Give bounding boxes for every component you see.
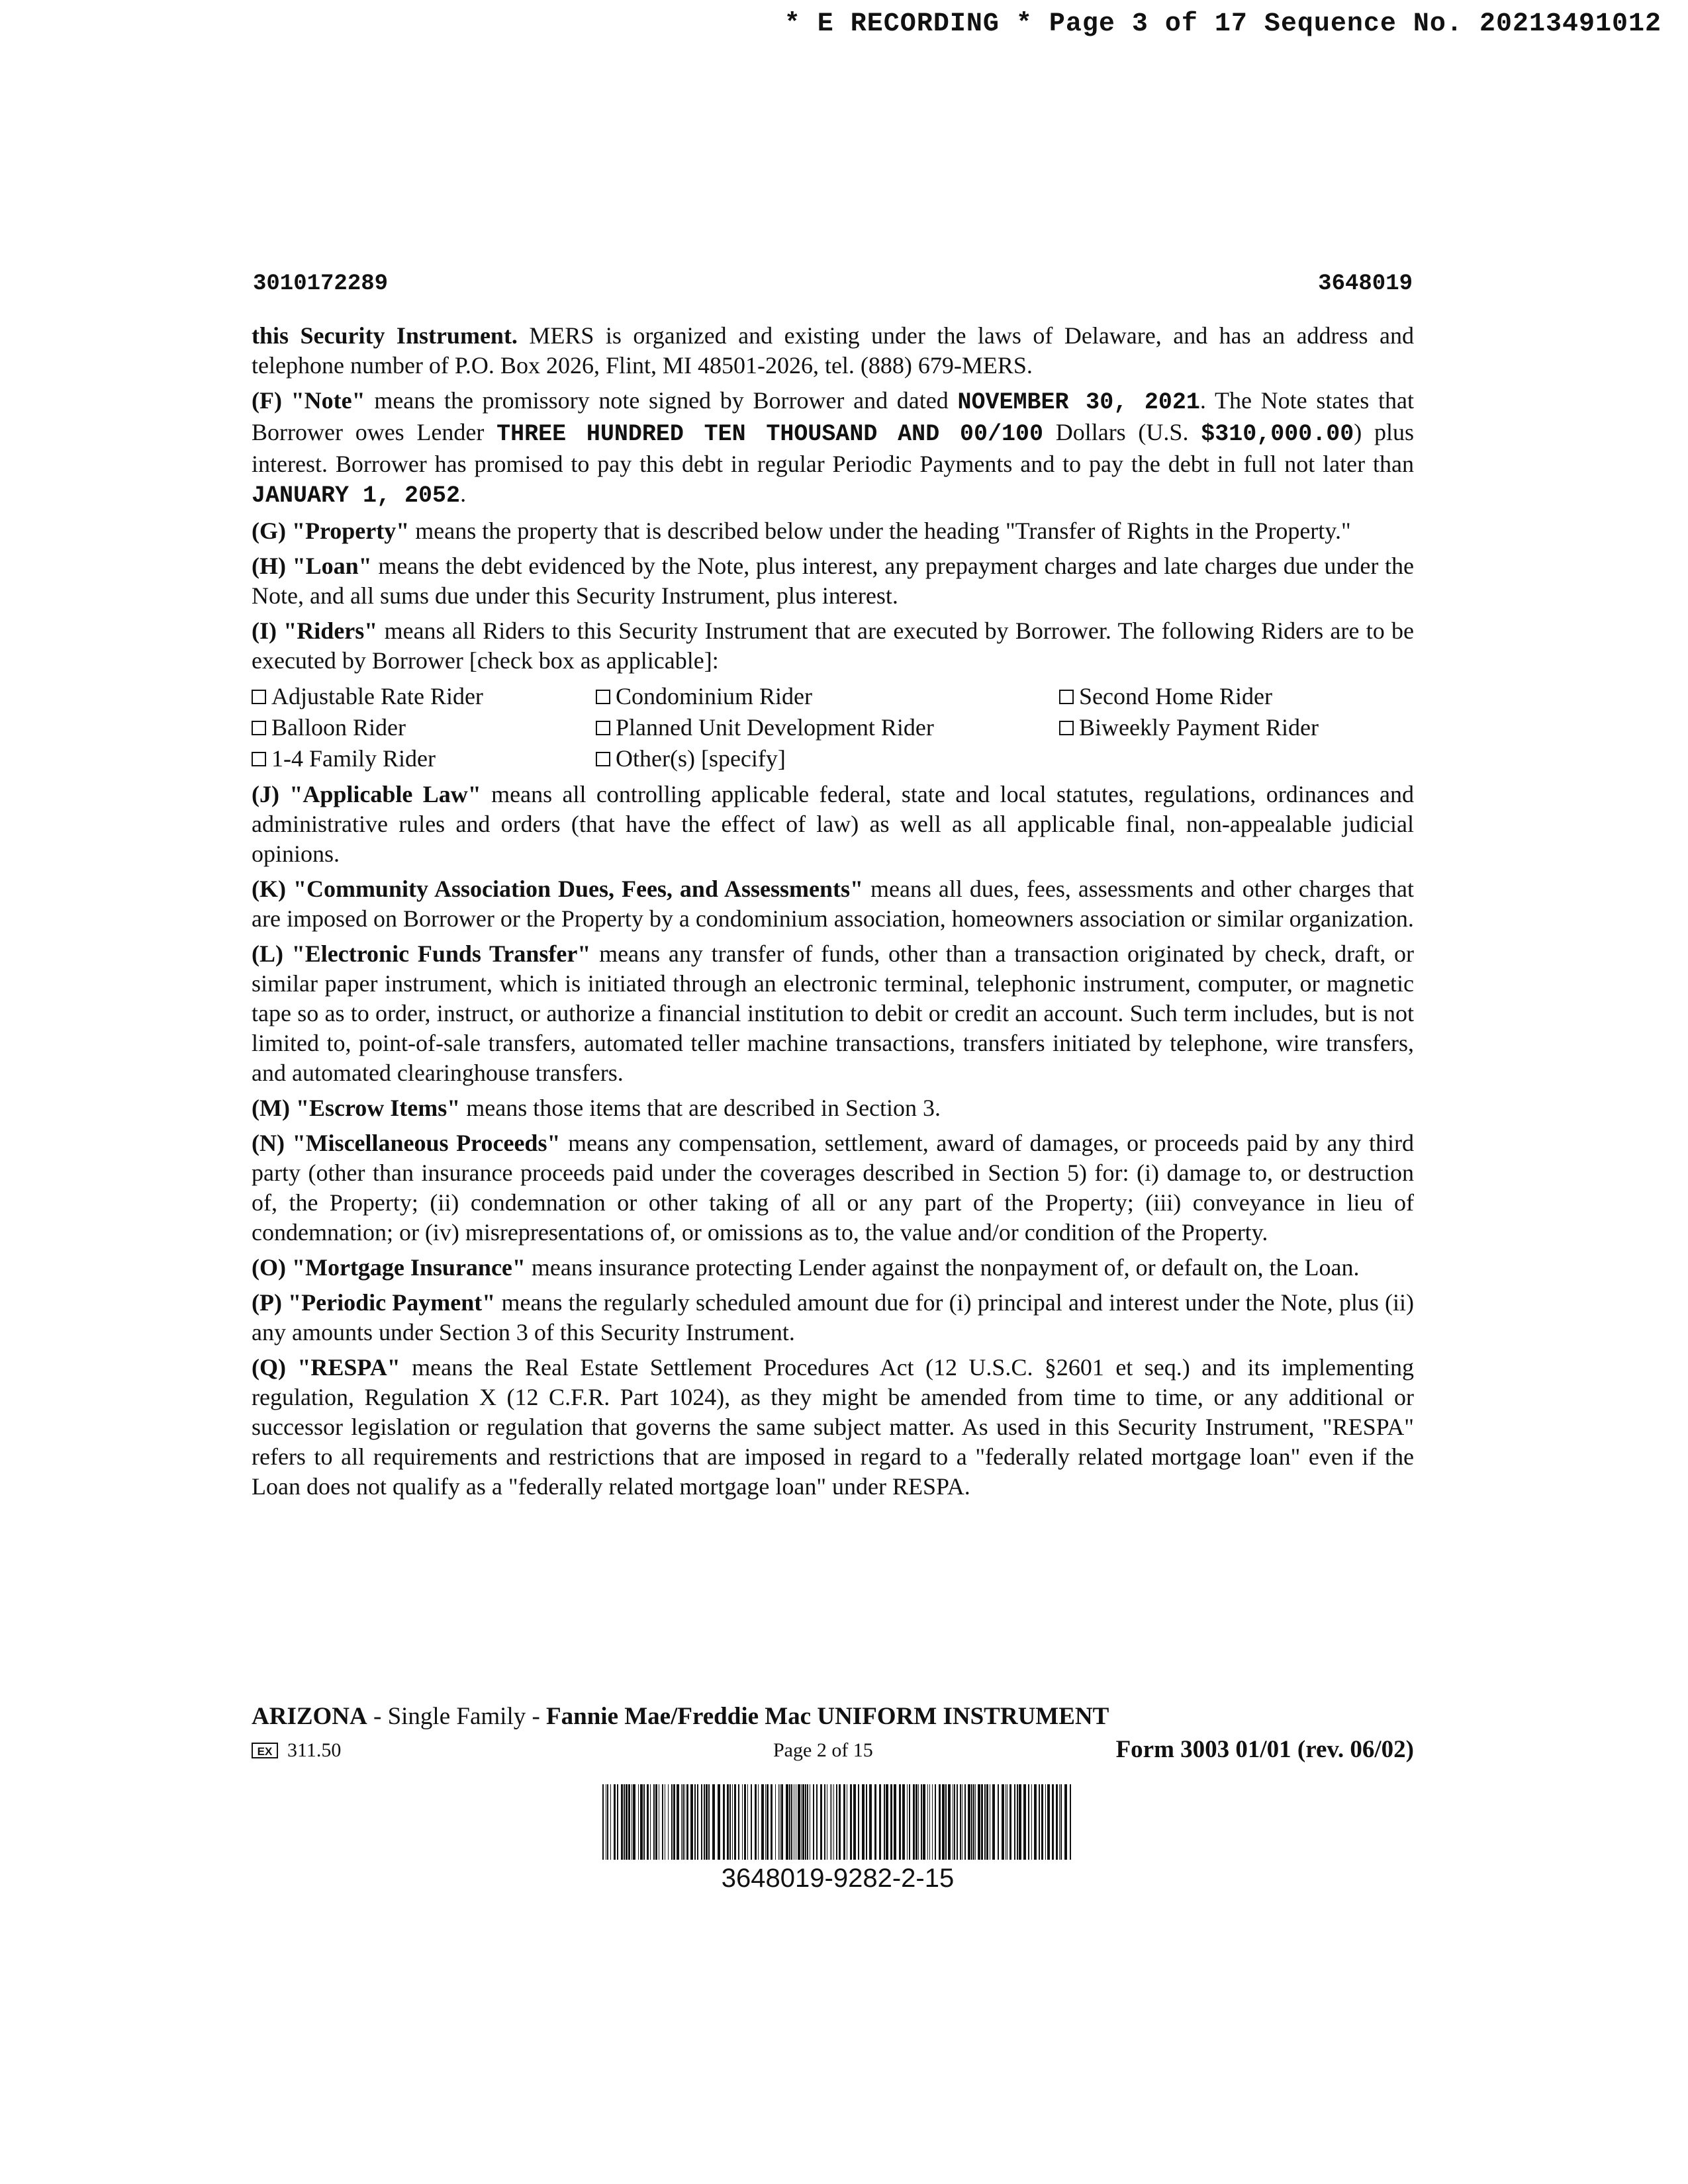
- mortgage-insurance-term: (O) "Mortgage Insurance": [252, 1254, 526, 1281]
- respa-text: means the Real Estate Settlement Procedures Act (12 U.S.C. §2601 et seq.) and its implementing regulation, Regulation X (12 C.F.R. Part 1024), as they might be amended from time to time, or any additional or successor legislation or regulation that governs the same subject matter. As used in this Security Instrument, "RESPA" refers to all requirements and restrictions that are imposed in regard to a "federally related mortgage loan" even if the Loan does not qualify as a "federally related mortgage loan" under RESPA.: [252, 1354, 1414, 1500]
- rider-label: Planned Unit Development Rider: [616, 714, 934, 741]
- note-date: NOVEMBER 30, 2021: [957, 389, 1200, 416]
- rider-second-home[interactable]: [1059, 681, 1414, 712]
- note-amount-words: THREE HUNDRED TEN THOUSAND AND 00/100: [496, 421, 1043, 447]
- checkbox-icon[interactable]: [596, 690, 610, 704]
- loan-term: (H) "Loan": [252, 553, 372, 579]
- eft-term: (L) "Electronic Funds Transfer": [252, 940, 591, 967]
- checkbox-icon[interactable]: [1059, 690, 1074, 704]
- footer-title: [252, 1702, 1417, 1731]
- escrow-term: (M) "Escrow Items": [252, 1095, 461, 1121]
- rider-label: Second Home Rider: [1079, 683, 1272, 709]
- ellie-mae-logo-icon: EX: [252, 1743, 278, 1758]
- document-body: [252, 321, 1414, 1507]
- note-maturity-date: JANUARY 1, 2052: [252, 482, 461, 509]
- note-amount: $310,000.00: [1201, 421, 1354, 447]
- mortgage-insurance-text: means insurance protecting Lender against the nonpayment of, or default on, the Loan.: [525, 1254, 1360, 1281]
- rider-1-4-family[interactable]: [252, 743, 596, 774]
- rider-label: 1-4 Family Rider: [271, 745, 436, 772]
- property-term: (G) "Property": [252, 518, 410, 544]
- file-number: 3648019: [1318, 271, 1413, 296]
- checkbox-icon[interactable]: [252, 752, 266, 766]
- eft-text: means any transfer of funds, other than a transaction originated by check, draft, or similar paper instrument, which is initiated through an electronic terminal, telephonic instrument, computer, or magnetic tape so as to order, instruct, or authorize a financial institution to debit or credit an account. Such term includes, but is not limited to, point-of-sale transfers, automated teller machine transactions, transfers initiated by telephone, wire transfers, and automated clearinghouse transfers.: [252, 940, 1414, 1086]
- riders-term: (I) "Riders": [252, 617, 378, 644]
- rider-label: Condominium Rider: [616, 683, 812, 709]
- note-text-3: Dollars (U.S.: [1043, 419, 1201, 445]
- escrow-text: means those items that are described in Section 3.: [460, 1095, 941, 1121]
- checkbox-icon[interactable]: [596, 752, 610, 766]
- applicable-law-text: means all controlling applicable federal, state and local statutes, regulations, ordinances and administrative rules and orders (that have the effect of law) as well as all applicable final, non-appealable judicial opinions.: [252, 781, 1415, 867]
- loan-number: 3010172289: [253, 271, 389, 296]
- footer-form-number: Form 3003 01/01 (rev. 06/02): [1115, 1736, 1414, 1763]
- note-text-5: .: [460, 480, 467, 507]
- barcode-number: 3648019-9282-2-15: [721, 1864, 955, 1893]
- community-dues-text: means all dues, fees, assessments and other charges that are imposed on Borrower or the Property by a condominium association, homeowners association or similar organization.: [252, 876, 1414, 932]
- footer-page-number: Page 2 of 15: [773, 1739, 873, 1761]
- eft-definition: [252, 939, 1414, 1088]
- mortgage-insurance-definition: [252, 1253, 1414, 1283]
- note-text-1: means the promissory note signed by Borrower and dated: [365, 387, 958, 414]
- periodic-payment-text: means the regularly scheduled amount due for (i) principal and interest under the Note, plus (ii) any amounts under Section 3 of this Security Instrument.: [252, 1289, 1415, 1345]
- rider-adjustable-rate[interactable]: [252, 681, 596, 712]
- community-dues-definition: [252, 874, 1414, 934]
- rider-balloon[interactable]: [252, 712, 596, 743]
- property-definition: [252, 516, 1414, 546]
- periodic-payment-definition: [252, 1288, 1414, 1347]
- misc-proceeds-text: means any compensation, settlement, award of damages, or proceeds paid by any third party (other than insurance proceeds paid under the coverages described in Section 5) for: (i) damage to, or destruction of, the Property; (ii) condemnation or other taking of all or any part of the Property; (iii) conveyance in lieu of condemnation; or (iv) misrepresentations of, or omissions as to, the value and/or condition of the Property.: [252, 1130, 1415, 1246]
- rider-label: Biweekly Payment Rider: [1079, 714, 1319, 741]
- note-text-2: . The Note states that Borrower owes Lender: [252, 387, 1414, 445]
- intro-text: MERS is organized and existing under the laws of Delaware, and has an address and telephone number of P.O. Box 2026, Flint, MI 48501-2026, tel. (888) 679-MERS.: [252, 322, 1414, 379]
- rider-label: Adjustable Rate Rider: [271, 683, 483, 709]
- respa-definition: [252, 1353, 1414, 1502]
- loan-number-row: [253, 271, 1413, 296]
- applicable-law-definition: [252, 780, 1414, 869]
- loan-text: means the debt evidenced by the Note, plus interest, any prepayment charges and late charges due under the Note, and all sums due under this Security Instrument, plus interest.: [252, 553, 1414, 609]
- loan-definition: [252, 551, 1414, 611]
- rider-other[interactable]: [596, 743, 1059, 774]
- checkbox-icon[interactable]: [252, 721, 266, 735]
- applicable-law-term: (J) "Applicable Law": [252, 781, 481, 807]
- periodic-payment-term: (P) "Periodic Payment": [252, 1289, 496, 1316]
- riders-definition: [252, 616, 1414, 676]
- rider-condominium[interactable]: [596, 681, 1059, 712]
- footer-left: [252, 1739, 341, 1762]
- footer-code: 311.50: [287, 1739, 342, 1761]
- note-term: (F) "Note": [252, 387, 365, 414]
- escrow-definition: [252, 1093, 1414, 1123]
- checkbox-icon[interactable]: [596, 721, 610, 735]
- checkbox-icon[interactable]: [252, 690, 266, 704]
- intro-bold: this Security Instrument.: [252, 322, 518, 349]
- riders-text: means all Riders to this Security Instrument that are executed by Borrower. The following Riders are to be executed by Borrower [check box as applicable]:: [252, 617, 1415, 674]
- misc-proceeds-definition: [252, 1128, 1414, 1248]
- recording-header: * E RECORDING * Page 3 of 17 Sequence No. 20213491012: [784, 9, 1662, 39]
- footer-row: [252, 1735, 1414, 1768]
- rider-label: Balloon Rider: [271, 714, 406, 741]
- barcode-icon: [601, 1784, 1074, 1860]
- rider-planned-unit[interactable]: [596, 712, 1059, 743]
- riders-checklist: [252, 681, 1414, 774]
- rider-biweekly-payment[interactable]: [1059, 712, 1414, 743]
- community-dues-term: (K) "Community Association Dues, Fees, and Assessments": [252, 876, 863, 902]
- rider-label: Other(s) [specify]: [616, 745, 786, 772]
- respa-term: (Q) "RESPA": [252, 1354, 400, 1381]
- checkbox-icon[interactable]: [1059, 721, 1074, 735]
- footer-instrument: Fannie Mae/Freddie Mac UNIFORM INSTRUMENT: [546, 1703, 1109, 1730]
- property-text: means the property that is described below under the heading "Transfer of Rights in the Property.": [409, 518, 1351, 544]
- note-definition: [252, 386, 1414, 511]
- misc-proceeds-term: (N) "Miscellaneous Proceeds": [252, 1130, 561, 1156]
- intro-paragraph: [252, 321, 1414, 381]
- footer-mid: - Single Family -: [367, 1703, 547, 1730]
- footer-state: ARIZONA: [252, 1703, 367, 1730]
- note-text-4: ) plus interest. Borrower has promised to pay this debt in regular Periodic Payments and to pay the debt in full not later than: [252, 419, 1414, 477]
